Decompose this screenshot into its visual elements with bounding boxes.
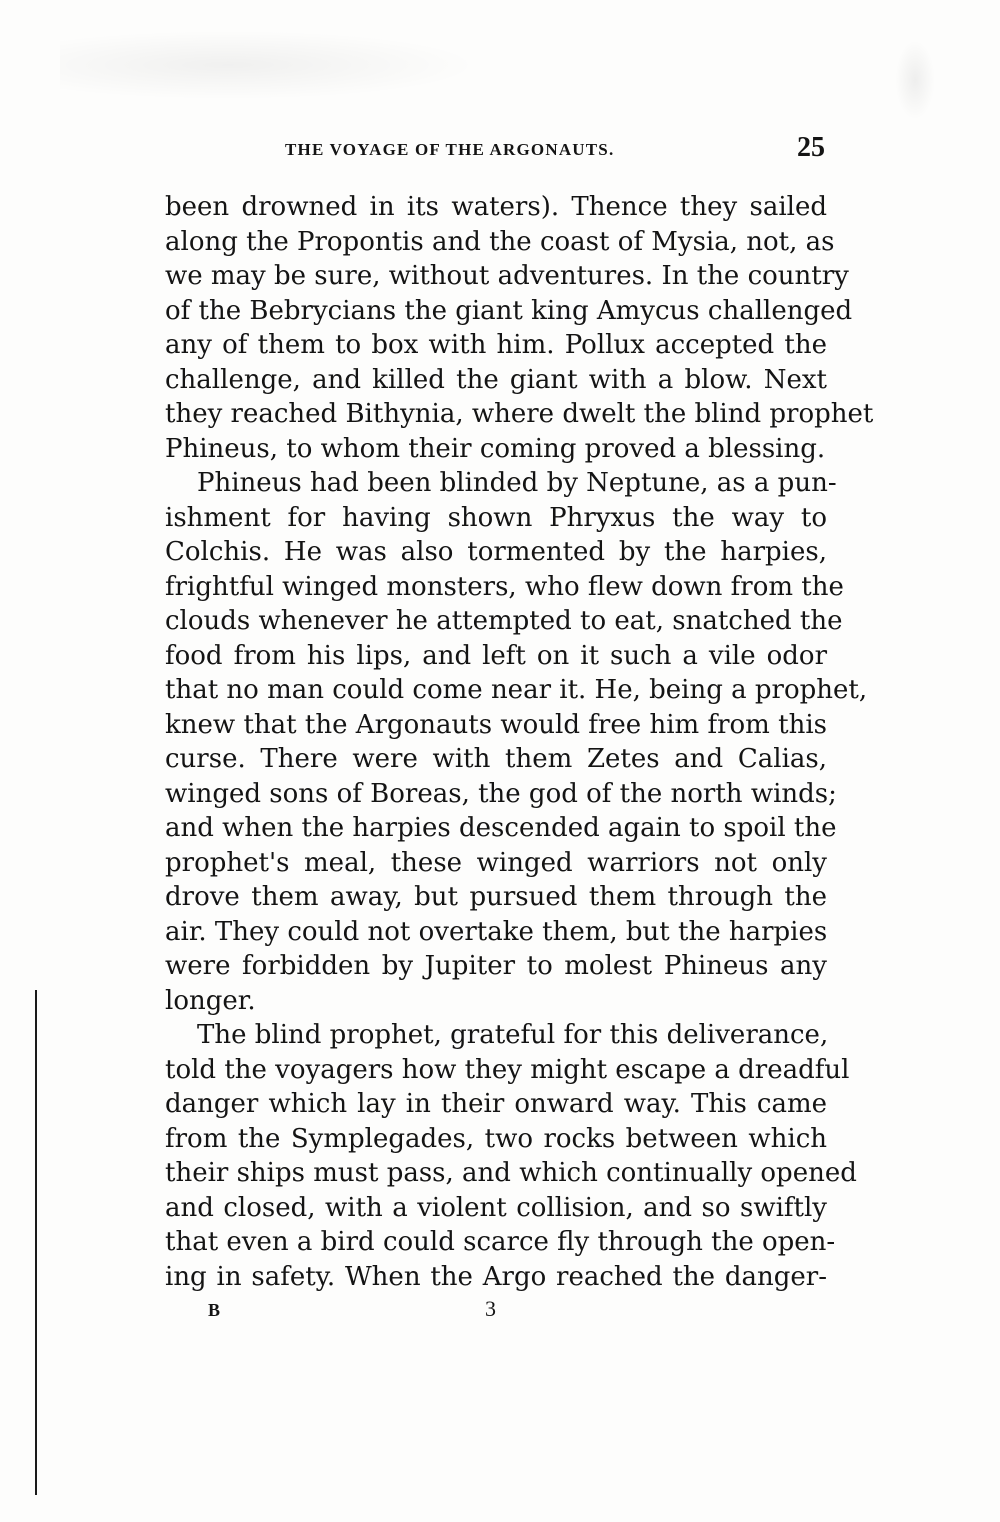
text-line: and when the harpies descended again to spoil the [165,813,837,843]
text-line: along the Propontis and the coast of Mysia, not, as [165,227,835,257]
text-line: of the Bebrycians the giant king Amycus challenged [165,296,853,326]
text-line: told the voyagers how they might escape a dreadful [165,1055,850,1085]
text-line: ishment for having shown Phryxus the way to [165,503,827,533]
text-line: curse. There were with them Zetes and Calias, [165,744,827,774]
text-line: longer. [165,986,256,1016]
page-number: 25 [797,132,825,163]
text-line: frightful winged monsters, who flew down from the [165,572,844,602]
text-line: that even a bird could scarce fly through the open- [165,1227,836,1257]
text-line: drove them away, but pursued them through the [165,882,827,912]
text-line: ing in safety. When the Argo reached the danger- [165,1262,827,1292]
text-line: challenge, and killed the giant with a blow. Next [165,365,827,395]
text-line: their ships must pass, and which continually opened [165,1158,857,1188]
text-line: we may be sure, without adventures. In the country [165,261,849,291]
text-line: winged sons of Boreas, the god of the north winds; [165,779,837,809]
text-line: knew that the Argonauts would free him from this [165,710,827,740]
text-line: clouds whenever he attempted to eat, snatched the [165,606,843,636]
text-line: Phineus, to whom their coming proved a blessing. [165,434,826,464]
text-line: prophet's meal, these winged warriors not only [165,848,827,878]
signature-mark: B [208,1300,221,1320]
text-line: danger which lay in their onward way. This came [165,1089,827,1119]
text-line: Colchis. He was also tormented by the harpies, [165,537,827,567]
scan-smudge-right [895,40,935,120]
text-line: were forbidden by Jupiter to molest Phineus any [165,951,827,981]
text-line: air. They could not overtake them, but the harpies [165,917,828,947]
text-line: they reached Bithynia, where dwelt the blind prophet [165,399,874,429]
text-line: and closed, with a violent collision, and so swiftly [165,1193,827,1223]
text-line: food from his lips, and left on it such a vile odor [165,641,827,671]
page-edge-rule [35,990,37,1495]
text-line: Phineus had been blinded by Neptune, as a pun- [197,468,837,498]
text-line: been drowned in its waters). Thence they sailed [165,192,827,222]
text-line: from the Symplegades, two rocks between which [165,1124,827,1154]
folio-mark: 3 [485,1296,496,1321]
text-line: that no man could come near it. He, being a prophet, [165,675,868,705]
scan-smudge [60,30,480,100]
running-title: THE VOYAGE OF THE ARGONAUTS. [285,140,615,159]
text-line: any of them to box with him. Pollux accepted the [165,330,827,360]
text-line: The blind prophet, grateful for this deliverance, [197,1020,829,1050]
